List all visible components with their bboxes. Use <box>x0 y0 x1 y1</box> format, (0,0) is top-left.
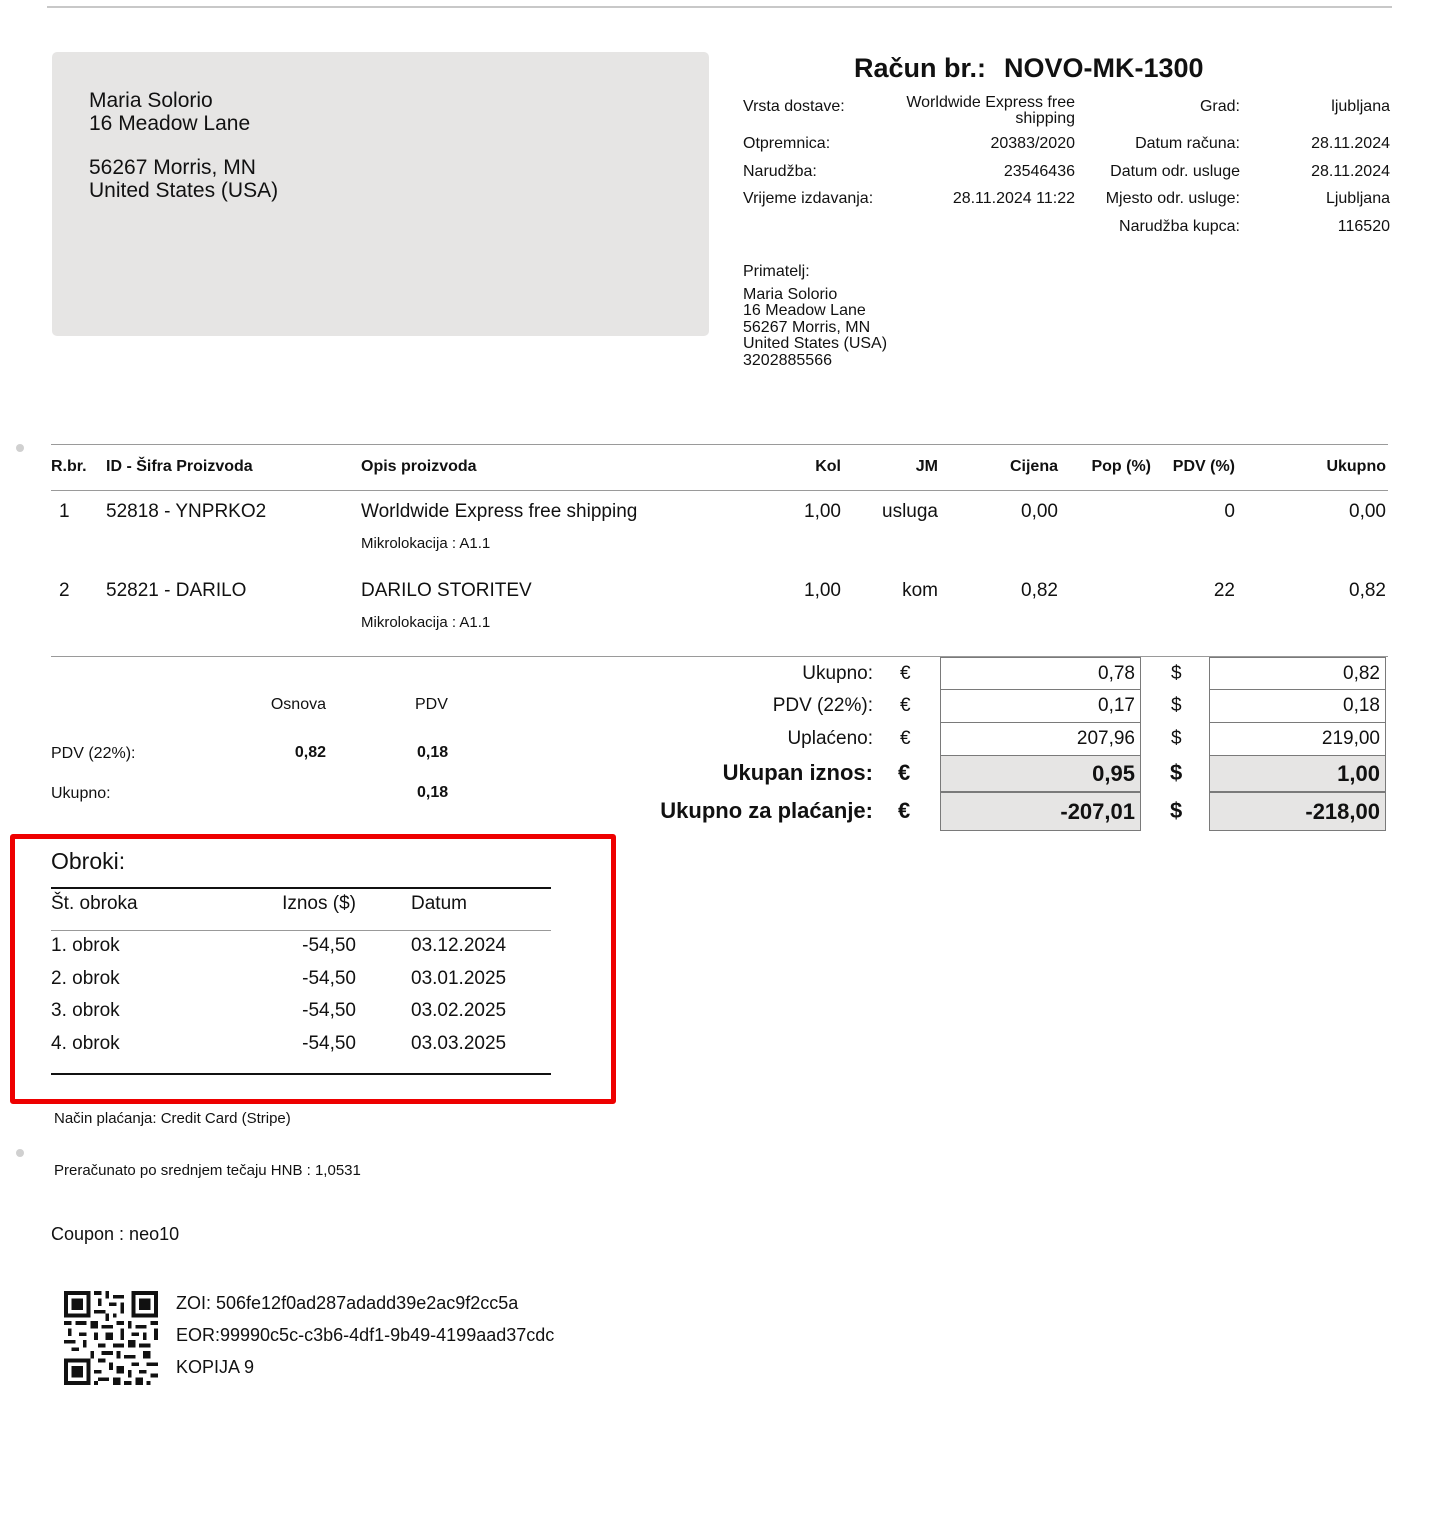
amount-due-usd: -218,00 <box>1209 792 1386 831</box>
col-total: Ukupno <box>1326 458 1386 475</box>
fiscal-eor: EOR:99990c5c-c3b6-4df1-9b49-4199aad37cdc <box>176 1325 555 1345</box>
copy-label: KOPIJA 9 <box>176 1357 255 1377</box>
installment-amount: -54,50 <box>302 1000 356 1021</box>
amount-due-eur: -207,01 <box>940 792 1141 831</box>
amount-due-label: Ukupno za plaćanje: <box>660 798 873 823</box>
item-sub: Mikrolokacija : A1.1 <box>361 535 491 552</box>
installment-no: 1. obrok <box>51 935 120 956</box>
col-qty: Kol <box>815 458 841 475</box>
invoice-date-value: 28.11.2024 <box>1311 135 1390 152</box>
customer-order-value: 116520 <box>1337 218 1390 235</box>
bullet-dot <box>16 1149 24 1157</box>
totals-eur-value: 0,78 <box>940 657 1141 690</box>
col-unit: JM <box>915 458 938 475</box>
totals-usd-value: 0,82 <box>1209 657 1386 690</box>
item-unit: kom <box>902 580 938 601</box>
recipient-block <box>743 263 887 369</box>
installments-col-date: Datum <box>411 893 467 914</box>
recipient-label: Primatelj: <box>743 263 810 280</box>
totals-label: PDV (22%): <box>772 695 873 716</box>
tax-vat-header: PDV <box>415 696 448 713</box>
item-vat: 0 <box>1224 501 1235 522</box>
usd-symbol: $ <box>1171 728 1182 749</box>
item-price: 0,00 <box>1021 501 1058 522</box>
installment-date: 03.01.2025 <box>411 968 507 989</box>
order-label: Narudžba: <box>743 163 817 180</box>
city-label: Grad: <box>1199 98 1240 115</box>
installment-no: 2. obrok <box>51 968 120 989</box>
usd-symbol: $ <box>1171 663 1182 684</box>
installments-col-no: Št. obroka <box>51 893 138 914</box>
tax-row2-label: Ukupno: <box>51 785 111 802</box>
issue-time-value: 28.11.2024 11:22 <box>952 190 1075 207</box>
service-date-value: 28.11.2024 <box>1311 163 1390 180</box>
tax-base-header: Osnova <box>270 696 326 713</box>
item-sub: Mikrolokacija : A1.1 <box>361 614 491 631</box>
fiscal-zoi: ZOI: 506fe12f0ad287adadd39e2ac9f2cc5a <box>176 1293 519 1313</box>
installment-amount: -54,50 <box>302 935 356 956</box>
item-rbr: 1 <box>59 501 70 522</box>
delivery-value-line2: shipping <box>1015 110 1075 127</box>
recipient-phone: 3202885566 <box>743 351 832 369</box>
item-total: 0,00 <box>1349 501 1386 522</box>
item-qty: 1,00 <box>804 501 841 522</box>
tax-row1-vat: 0,18 <box>417 744 449 761</box>
installment-date: 03.02.2025 <box>411 1000 507 1021</box>
item-id: 52821 - DARILO <box>106 580 247 601</box>
items-table-top-rule <box>51 444 1388 445</box>
grand-total-usd: 1,00 <box>1209 755 1386 792</box>
installments-header-rule <box>51 930 551 931</box>
buyer-street: 16 Meadow Lane <box>89 111 251 135</box>
tax-row1-base: 0,82 <box>294 744 326 761</box>
top-divider <box>47 6 1392 8</box>
bullet-dot <box>16 444 24 452</box>
grand-total-label: Ukupan iznos: <box>722 760 873 785</box>
eur-symbol: € <box>898 798 911 823</box>
installment-no: 3. obrok <box>51 1000 120 1021</box>
item-desc: Worldwide Express free shipping <box>361 501 638 522</box>
coupon-code: Coupon : neo10 <box>51 1224 180 1244</box>
invoice-title-label: Račun br.: <box>854 53 987 83</box>
col-price: Cijena <box>1009 458 1058 475</box>
delivery-value <box>875 95 1075 127</box>
delivery-label: Vrsta dostave: <box>743 98 845 115</box>
eur-symbol: € <box>898 760 911 785</box>
installment-amount: -54,50 <box>302 968 356 989</box>
installments-bottom-rule <box>51 1073 551 1075</box>
col-vat: PDV (%) <box>1172 458 1235 475</box>
buyer-name: Maria Solorio <box>89 89 213 112</box>
item-unit: usluga <box>882 501 938 522</box>
buyer-country: United States (USA) <box>89 178 279 202</box>
item-qty: 1,00 <box>804 580 841 601</box>
recipient-street: 16 Meadow Lane <box>743 302 866 320</box>
payment-method: Način plaćanja: Credit Card (Stripe) <box>54 1110 291 1127</box>
installments-top-rule <box>51 887 551 889</box>
item-total: 0,82 <box>1349 580 1386 601</box>
buyer-address <box>89 90 278 202</box>
delivery-value-line1: Worldwide Express free <box>906 94 1075 111</box>
dispatch-value: 20383/2020 <box>990 135 1075 152</box>
col-desc: Opis proizvoda <box>361 458 477 475</box>
item-desc: DARILO STORITEV <box>361 580 532 601</box>
eur-symbol: € <box>900 728 911 749</box>
tax-row2-vat: 0,18 <box>417 784 449 801</box>
buyer-city: 56267 Morris, MN <box>89 156 256 179</box>
items-header-rule <box>51 490 1388 491</box>
service-place-value: Ljubljana <box>1325 190 1390 207</box>
totals-eur-value: 207,96 <box>940 722 1141 756</box>
items-bottom-rule <box>51 656 1388 657</box>
installment-no: 4. obrok <box>51 1033 120 1054</box>
service-date-label: Datum odr. usluge <box>1110 163 1240 180</box>
installment-date: 03.12.2024 <box>411 935 507 956</box>
service-place-label: Mjesto odr. usluge: <box>1105 190 1240 207</box>
item-rbr: 2 <box>59 580 70 601</box>
customer-order-label: Narudžba kupca: <box>1119 218 1240 235</box>
usd-symbol: $ <box>1170 798 1183 823</box>
installment-date: 03.03.2025 <box>411 1033 507 1054</box>
installments-title: Obroki: <box>51 848 126 874</box>
col-discount: Pop (%) <box>1091 458 1151 475</box>
totals-usd-value: 219,00 <box>1209 722 1386 756</box>
order-value: 23546436 <box>1003 163 1075 180</box>
col-rbr: R.br. <box>51 458 87 475</box>
item-price: 0,82 <box>1021 580 1058 601</box>
eur-symbol: € <box>900 695 911 716</box>
invoice-number: NOVO-MK-1300 <box>1004 53 1204 83</box>
totals-eur-value: 0,17 <box>940 689 1141 723</box>
recipient-country: United States (USA) <box>743 335 888 353</box>
tax-row1-label: PDV (22%): <box>51 745 136 762</box>
dispatch-label: Otpremnica: <box>743 135 831 152</box>
eur-symbol: € <box>900 663 911 684</box>
usd-symbol: $ <box>1170 760 1183 785</box>
recipient-name: Maria Solorio <box>743 286 838 303</box>
item-vat: 22 <box>1213 580 1235 601</box>
installments-col-amount: Iznos ($) <box>282 893 356 914</box>
invoice-date-label: Datum računa: <box>1135 135 1240 152</box>
city-value: ljubljana <box>1331 98 1390 115</box>
exchange-rate-note: Preračunato po srednjem tečaju HNB : 1,0531 <box>54 1162 361 1179</box>
col-id: ID - Šifra Proizvoda <box>106 458 253 475</box>
recipient-city: 56267 Morris, MN <box>743 318 871 336</box>
qr-code-icon <box>64 1291 158 1385</box>
totals-label: Ukupno: <box>802 663 873 684</box>
item-id: 52818 - YNPRKO2 <box>106 501 267 522</box>
usd-symbol: $ <box>1171 695 1182 716</box>
installment-amount: -54,50 <box>302 1033 356 1054</box>
issue-time-label: Vrijeme izdavanja: <box>743 190 874 207</box>
totals-usd-value: 0,18 <box>1209 689 1386 723</box>
totals-label: Uplaćeno: <box>787 728 873 749</box>
grand-total-eur: 0,95 <box>940 755 1141 792</box>
invoice-title <box>854 53 1204 84</box>
